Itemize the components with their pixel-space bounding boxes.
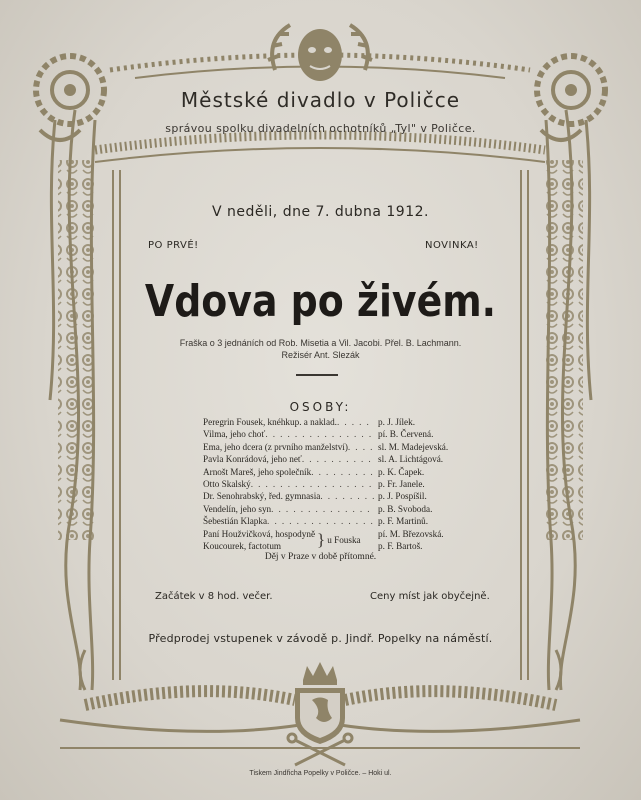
crown-icon: [303, 662, 337, 685]
actor-name: p. B. Svoboda.: [378, 503, 433, 514]
cast-row: [203, 441, 463, 453]
play-title: Vdova po živém.: [144, 276, 497, 327]
role-name: Vendelín, jeho syn: [203, 503, 272, 514]
play-subtitle: Fraška o 3 jednáních od Rob. Misetia a Vil. Jacobi. Přel. B. Lachmann.: [179, 338, 462, 348]
cast-paired-rows: [203, 528, 463, 553]
mask-icon: [298, 29, 342, 81]
printer-imprint: Tiskem Jindřicha Popelky v Poličce. – Hoki ul.: [249, 770, 392, 777]
premiere-label: PO PRVÉ!: [148, 240, 199, 251]
cast-row: [203, 428, 463, 440]
actor-name: sl. A. Lichtágová.: [378, 454, 444, 465]
role-name: Paní Houžvičková, hospodyně: [203, 528, 316, 539]
cast-row: [203, 515, 463, 527]
shared-role-note: u Fouska: [327, 534, 361, 545]
role-name: Ema, jeho dcera (z prvního manželství): [203, 441, 348, 452]
performance-date: V neděli, dne 7. dubna 1912.: [212, 204, 429, 220]
role-name: Vilma, jeho choť: [203, 429, 266, 440]
actor-name: p. J. Pospíšil.: [378, 491, 427, 502]
brace-icon: }: [317, 529, 326, 549]
role-name: Šebestián Klapka: [203, 516, 268, 527]
presale-note: Předprodej vstupenek v závodě p. Jindř. Popelky na náměstí.: [148, 632, 493, 645]
role-name: Pavla Konrádová, jeho neť: [203, 454, 302, 465]
role-name: Dr. Senohrabský, řed. gymnasia: [203, 491, 321, 502]
role-name: Arnošt Mareš, jeho společník: [203, 466, 312, 477]
actor-name: pí. B. Červená.: [378, 429, 434, 440]
crest-icon: [295, 688, 345, 744]
cast-row: [203, 478, 463, 490]
director-line: Režisér Ant. Slezák: [281, 350, 360, 360]
theatre-name: Městské divadlo v Poličce: [180, 88, 461, 112]
role-name: Otto Skalský: [203, 478, 251, 489]
cast-list: [203, 416, 463, 552]
cast-row: [203, 503, 463, 515]
setting-line: Děj v Praze v době přítomné.: [264, 552, 377, 562]
management-line: správou spolku divadelních ochotníků „Tyl" v Poličce.: [165, 122, 476, 135]
actor-name: p. F. Bartoš.: [378, 540, 423, 551]
cast-row: [203, 453, 463, 465]
start-time: Začátek v 8 hod. večer.: [155, 591, 273, 602]
cast-row: [203, 466, 463, 478]
actor-name: p. Fr. Janele.: [378, 478, 425, 489]
novelty-label: NOVINKA!: [425, 240, 479, 251]
cast-heading: OSOBY:: [289, 400, 352, 414]
actor-name: p. K. Čapek.: [378, 466, 425, 477]
divider: [296, 374, 338, 376]
role-name: Peregrin Fousek, knéhkup. a naklad.: [203, 417, 337, 427]
cast-row: [203, 416, 463, 428]
actor-name: sl. M. Madejevská.: [378, 441, 449, 452]
role-name: Koucourek, factotum: [203, 540, 282, 551]
actor-name: p. J. Jílek.: [378, 417, 416, 427]
actor-name: p. F. Martinů.: [378, 516, 429, 527]
cast-row: [203, 490, 463, 502]
prices-note: Ceny míst jak obyčejně.: [370, 591, 490, 602]
actor-name: pí. M. Březovská.: [378, 528, 444, 539]
